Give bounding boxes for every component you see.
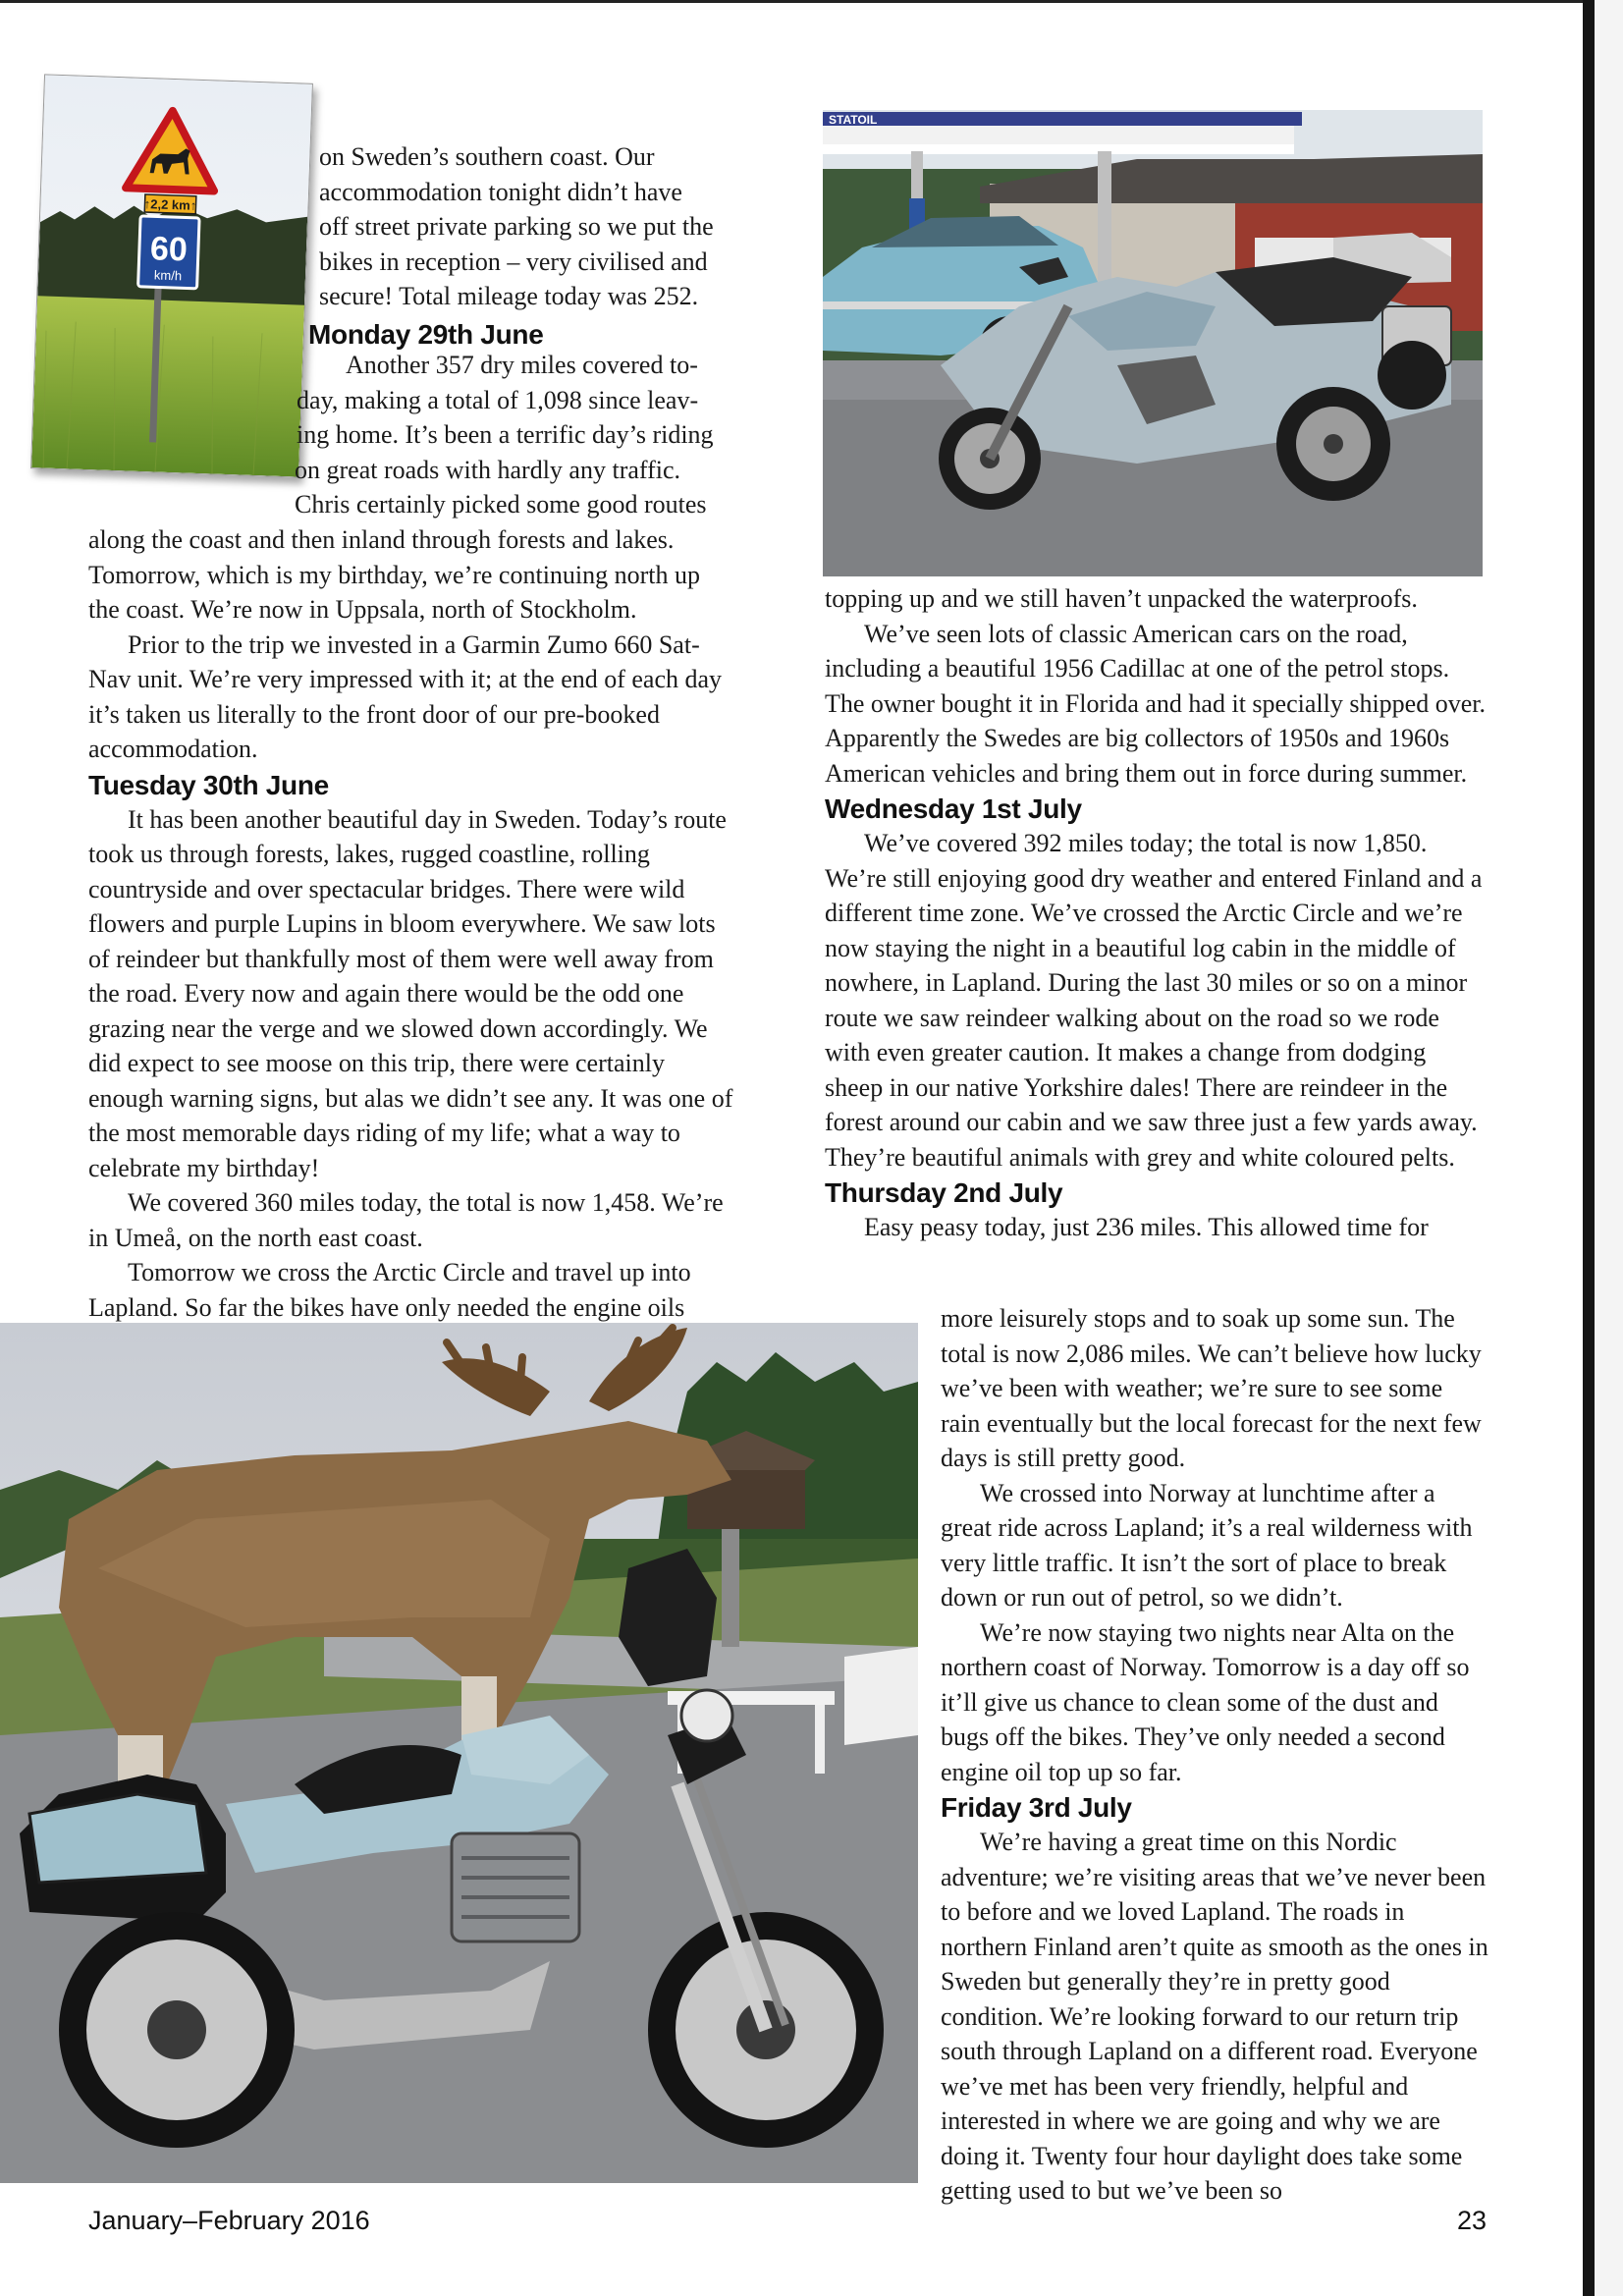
thursday-paragraph-1: more leisurely stops and to soak up some sun. The total is now 2,086 miles. We can’t believe how lucky we’ve been with weather; we’re sure to see some rain eventually but the local forecast for the next few days is still pretty good.: [941, 1304, 1482, 1472]
heading-wednesday: Wednesday 1st July: [825, 793, 1082, 824]
intro-line: on Sweden’s southern coast. Our: [319, 142, 655, 171]
monday-line: Chris certainly picked some good routes: [295, 490, 707, 519]
top-rule: [0, 0, 1623, 3]
page-number: 23: [1457, 2206, 1488, 2235]
intro-line: secure! Total mileage today was 252.: [319, 282, 699, 310]
tuesday-paragraph-2: We covered 360 miles today, the total is now 1,458. We’re in Umeå, on the north east coast.: [88, 1188, 724, 1252]
intro-line: off street private parking so we put the: [319, 212, 714, 241]
monday-paragraph-rest: along the coast and then inland through forests and lakes. Tomorrow, which is my birthday, we’re continuing north up the coast. We’re now in Uppsala, north of Stockholm.: [88, 525, 701, 624]
thursday-first-line: Easy peasy today, just 236 miles. This allowed time for: [864, 1213, 1429, 1241]
tuesday-paragraph-3: Tomorrow we cross the Arctic Circle and travel up into Lapland. So far the bikes have only needed the engine oils: [88, 1258, 691, 1322]
moose-motorbike-photo: [0, 1323, 918, 2183]
page-edge-bar: [1583, 0, 1595, 2296]
issue-date: January–February 2016: [88, 2206, 370, 2235]
intro-text: [319, 139, 761, 314]
cars-paragraph: We’ve seen lots of classic American cars on the road, including a beautiful 1956 Cadillac at one of the petrol stops. The owner bought it in Florida and had it specially shipped over. Apparently the Swedes are big collectors of 1950s and 1960s American vehicles and bring them out in force during summer.: [825, 619, 1486, 788]
right-column-lower-text: [941, 1301, 1488, 2209]
monday-line: Another 357 dry miles covered to-: [346, 351, 698, 379]
intro-line: accommodation tonight didn’t have: [319, 177, 682, 206]
sign-speed-value: 60: [149, 230, 189, 269]
heading-thursday: Thursday 2nd July: [825, 1177, 1063, 1208]
sign-distance-plate: ↑2,2 km↑: [143, 195, 197, 213]
heading-friday: Friday 3rd July: [941, 1792, 1132, 1823]
left-column-text: [88, 522, 736, 1325]
friday-paragraph: We’re having a great time on this Nordic adventure; we’re visiting areas that we’ve never been to before and we loved Lapland. The roads in northern Finland aren’t quite as smooth as the ones in Sweden but generally they’re in pretty good condition. We’re looking forward to our return trip south through Lapland on a different road. Everyone we’ve met has been very friendly, helpful and interested in where we are going and why we are doing it. Twenty four hour daylight does take some getting used to but we’ve been so: [941, 1828, 1488, 2205]
wednesday-paragraph: We’ve covered 392 miles today; the total is now 1,850. We’re still enjoying good dry weather and entered Finland and a different time zone. We’ve crossed the Arctic Circle and we’re now staying the night in a beautiful log cabin in the middle of nowhere, in Lapland. During the last 30 miles or so on a minor route we saw reindeer walking about on the road so we rode with even greater caution. It makes a change from dodging sheep in our native Yorkshire dales! There are reindeer in the forest around our cabin and we saw three just a few yards away. They’re beautiful animals with grey and white coloured pelts.: [825, 829, 1483, 1172]
monday-line: on great roads with hardly any traffic.: [295, 455, 680, 484]
sign-speed-unit: km/h: [153, 267, 183, 284]
page-edge-margin: [1595, 0, 1623, 2296]
monday-paragraph-2: Prior to the trip we invested in a Garmin Zumo 660 Sat-Nav unit. We’re very impressed with it; at the end of each day it’s taken us literally to the front door of our pre-booked accommodation.: [88, 629, 723, 763]
station-brand-text: STATOIL: [829, 113, 878, 127]
heading-monday: Monday 29th June: [308, 319, 544, 350]
thursday-paragraph-2: We crossed into Norway at lunchtime after a great ride across Lapland; it’s a real wilderness with very little traffic. It isn’t the sort of place to break down or run out of petrol, so we didn’t.: [941, 1478, 1473, 1612]
right-column-text: [825, 581, 1488, 1245]
intro-line: bikes in reception – very civilised and: [319, 246, 708, 276]
petrol-station-photo: [823, 110, 1483, 576]
heading-tuesday: Tuesday 30th June: [88, 769, 329, 800]
monday-heading-block: [308, 316, 760, 352]
tuesday-paragraph-1: It has been another beautiful day in Sweden. Today’s route took us through forests, lakes, rugged coastline, rolling countryside and over spectacular bridges. There were wild flowers and purple Lupins in bloom everywhere. We saw lots of reindeer but thankfully most of them were well away from the road. Every now and again there would be the odd one grazing near the verge and we slowed down accordingly. We did expect to see moose on this trip, there were certainly enough warning signs, but alas we didn’t see any. It was one of the most memorable days riding of my life; what a way to celebrate my birthday!: [88, 804, 733, 1182]
monday-line: ing home. It’s been a terrific day’s riding: [297, 420, 714, 449]
monday-line: day, making a total of 1,098 since leav-: [297, 385, 699, 414]
continued-paragraph: topping up and we still haven’t unpacked the waterproofs.: [825, 584, 1418, 613]
monday-wrap-text: [295, 348, 761, 522]
thursday-paragraph-3: We’re now staying two nights near Alta on the northern coast of Norway. Tomorrow is a day off so it’ll give us chance to clean some of the dust and bugs off the bikes. They’ve only needed a second engine oil top up so far.: [941, 1617, 1470, 1786]
road-sign-photo: [30, 74, 313, 477]
